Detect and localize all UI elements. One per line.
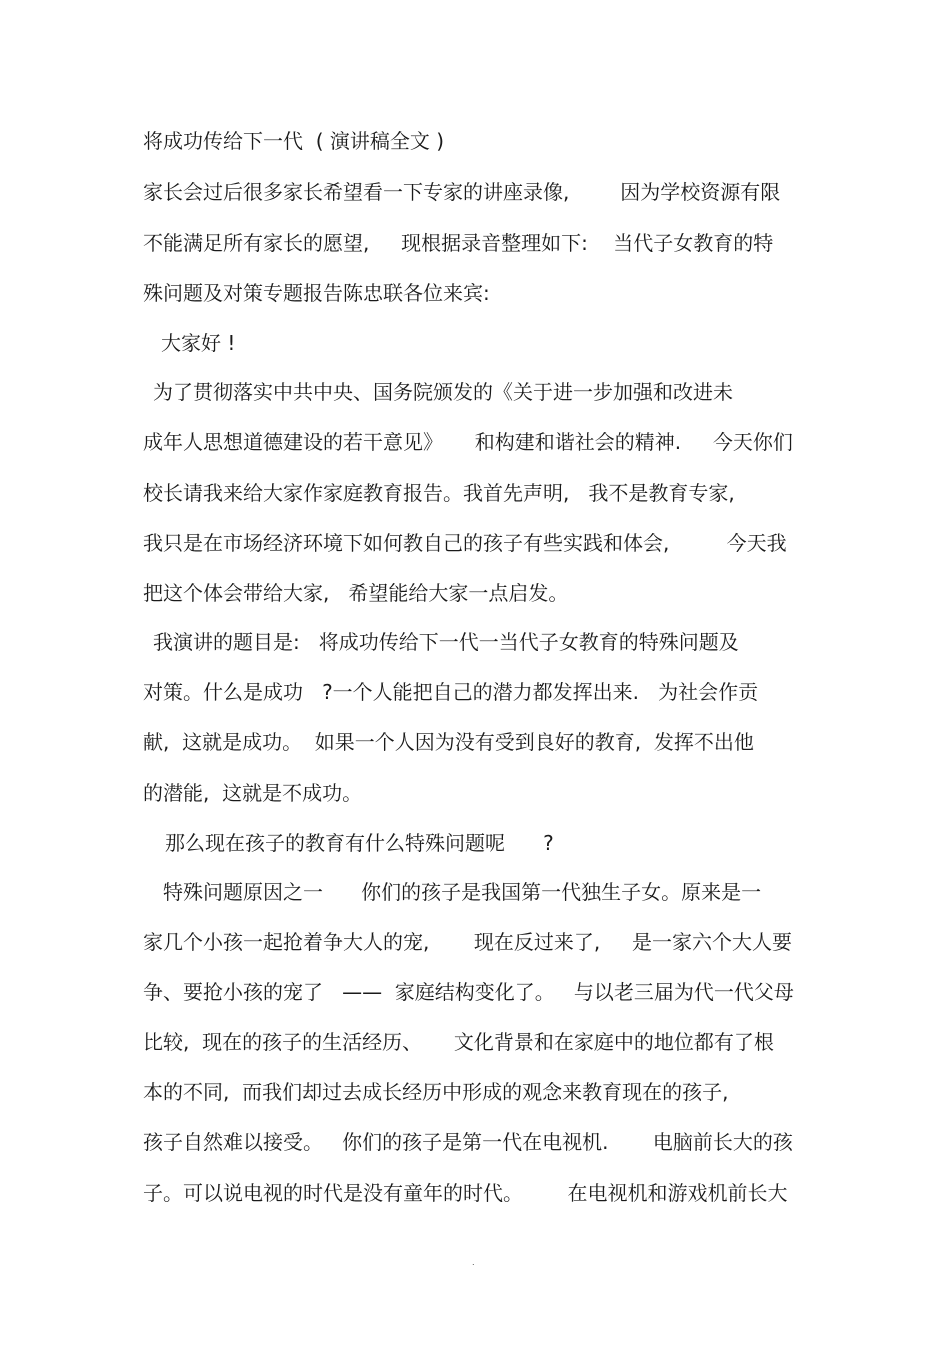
- paragraph-line: 子。可以说电视的时代是没有童年的时代。 在电视机和游戏机前长大: [143, 1181, 788, 1205]
- paragraph-line: 成年人思想道德建设的若干意见》 和构建和谐社会的精神. 今天你们: [143, 430, 793, 454]
- paragraph-line: 大家好 !: [161, 331, 236, 355]
- paragraph-line: 我只是在市场经济环境下如何教自己的孩子有些实践和体会, 今天我: [143, 531, 787, 555]
- paragraph-line: 为了贯彻落实中共中央、国务院颁发的《关于进一步加强和改进未: [153, 380, 733, 404]
- paragraph-line: 比较, 现在的孩子的生活经历、 文化背景和在家庭中的地位都有了根: [143, 1030, 774, 1054]
- paragraph-line: 家几个小孩一起抢着争大人的宠, 现在反过来了, 是一家六个大人要: [143, 930, 793, 954]
- paragraph-line: 争、要抢小孩的宠了 —— 家庭结构变化了。 与以老三届为代一代父母: [143, 980, 794, 1004]
- paragraph-line: 孩子自然难以接受。 你们的孩子是第一代在电视机. 电脑前长大的孩: [143, 1130, 793, 1154]
- paragraph-line: 那么现在孩子的教育有什么特殊问题呢 ?: [165, 831, 554, 855]
- paragraph-line: 献, 这就是成功。 如果一个人因为没有受到良好的教育, 发挥不出他: [143, 730, 754, 754]
- paragraph-line: 把这个体会带给大家, 希望能给大家一点启发。: [143, 581, 569, 605]
- paragraph-line: 我演讲的题目是: 将成功传给下一代一当代子女教育的特殊问题及: [153, 630, 739, 654]
- paragraph-line: 不能满足所有家长的愿望, 现根据录音整理如下: 当代子女教育的特: [143, 231, 774, 255]
- paragraph-line: 特殊问题原因之一 你们的孩子是我国第一代独生子女。原来是一: [163, 880, 762, 904]
- paragraph-line: 的潜能, 这就是不成功。: [143, 781, 363, 805]
- page-mark: .: [472, 1258, 475, 1267]
- paragraph-line: 家长会过后很多家长希望看一下专家的讲座录像, 因为学校资源有限: [143, 180, 781, 204]
- paragraph-line: 殊问题及对策专题报告陈忠联各位来宾:: [143, 281, 490, 305]
- paragraph-line: 校长请我来给大家作家庭教育报告。我首先声明, 我不是教育专家,: [143, 481, 735, 505]
- document-title: 将成功传给下一代 ( 演讲稿全文 ): [143, 129, 445, 153]
- paragraph-line: 本的不同, 而我们却过去成长经历中形成的观念来教育现在的孩子,: [143, 1080, 729, 1104]
- paragraph-line: 对策。什么是成功 ?一个人能把自己的潜力都发挥出来. 为社会作贡: [143, 680, 759, 704]
